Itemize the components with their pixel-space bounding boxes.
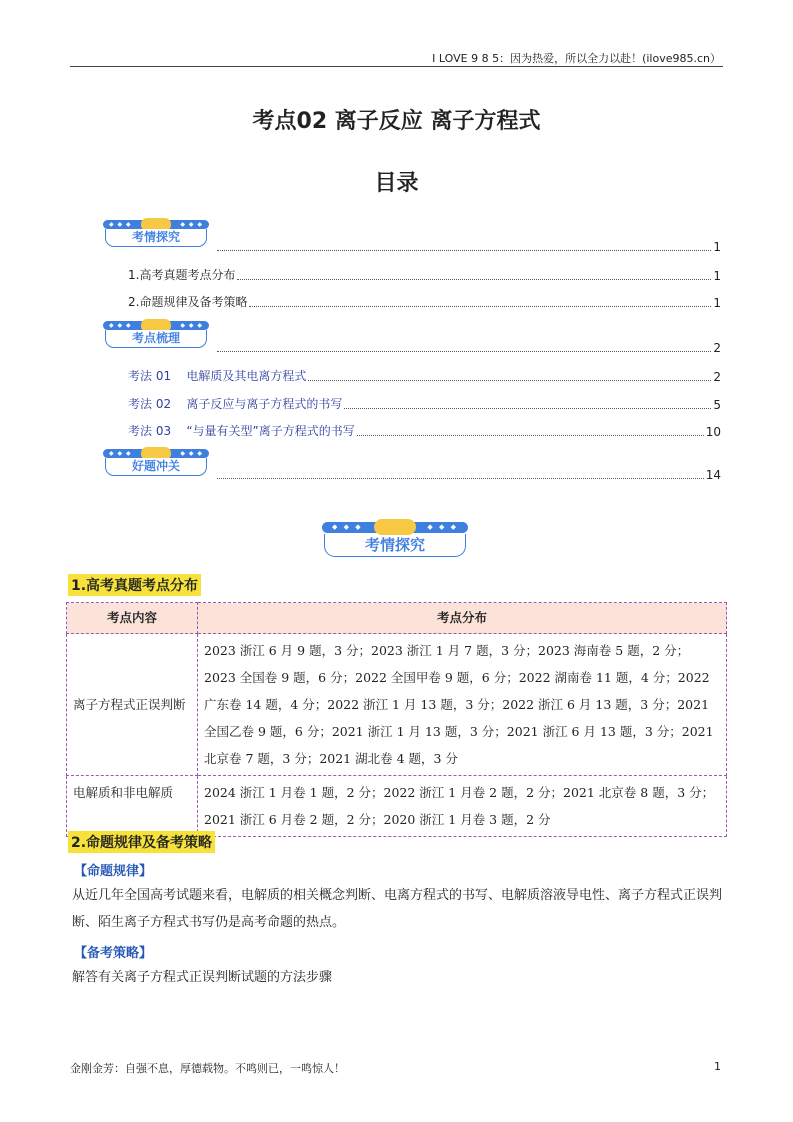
header-divider bbox=[70, 66, 723, 67]
toc-title: 目录 bbox=[374, 171, 419, 196]
dot-leader bbox=[217, 249, 711, 251]
dot-leader bbox=[344, 407, 711, 409]
badge-label: 考情探究 bbox=[105, 229, 207, 247]
toc-row-exam-analysis[interactable] bbox=[215, 240, 721, 254]
toc-item-rules-strategy[interactable] bbox=[128, 293, 721, 310]
table-row bbox=[67, 776, 727, 837]
toc-item-law-01[interactable] bbox=[128, 367, 721, 384]
toc-page-number: 1 bbox=[713, 240, 721, 254]
ornament-icon: ◆ ◆ ◆ bbox=[109, 322, 132, 329]
toc-item-label: 2.命题规律及备考策略 bbox=[128, 295, 248, 309]
section-badge-label: 考情探究 bbox=[324, 534, 466, 557]
toc-item-label: 1.高考真题考点分布 bbox=[128, 268, 236, 282]
badge-label: 好题冲关 bbox=[105, 458, 207, 476]
toc-item-label: 考法 02 离子反应与离子方程式的书写 bbox=[128, 397, 343, 411]
table-cell-distribution: 2023 浙江 6 月 9 题，3 分；2023 浙江 1 月 7 题，3 分；2023 海南卷 5 题，2 分；2023 全国卷 9 题，6 分；2022 全国甲卷 9 题，6 分；2022 湖南卷 11 题，4 分；2022 广东卷 14 题，4 分；2022 浙江 1 月 13 题，3 分；2022 浙江 6 月 13 题，3 分；2021 全国乙卷 9 题，6 分；2021 浙江 1 月 13 题，3 分；2021 浙江 6 月 13 题，3 分；2021 北京卷 7 题，3 分；2021 湖北卷 4 题，3 分 bbox=[198, 634, 727, 776]
toc-item-law-03[interactable] bbox=[128, 422, 721, 439]
badge-pill bbox=[374, 519, 416, 535]
dot-leader bbox=[249, 305, 711, 307]
table-row bbox=[67, 634, 727, 776]
table-cell-topic: 电解质和非电解质 bbox=[67, 776, 198, 837]
toc-row-practice[interactable] bbox=[215, 468, 721, 482]
footer-motto: 金刚金芳：自强不息，厚德载物。不鸣则已，一鸣惊人！ bbox=[70, 1062, 345, 1075]
toc-row-key-points[interactable] bbox=[215, 341, 721, 355]
toc-page-number: 10 bbox=[705, 425, 721, 439]
rule-label: 【命题规律】 bbox=[74, 864, 153, 879]
toc-badge-practice[interactable] bbox=[103, 447, 209, 479]
dot-leader bbox=[237, 278, 711, 280]
table-header-cell: 考点内容 bbox=[67, 603, 198, 634]
dot-leader bbox=[308, 379, 711, 381]
dot-leader bbox=[217, 477, 704, 479]
section-badge bbox=[322, 519, 468, 559]
table-cell-topic: 离子方程式正误判断 bbox=[67, 634, 198, 776]
dot-leader bbox=[357, 434, 704, 436]
section1-heading: 1.高考真题考点分布 bbox=[68, 574, 201, 596]
toc-page-number: 1 bbox=[713, 296, 721, 310]
badge-label: 考点梳理 bbox=[105, 330, 207, 348]
table-header-row bbox=[67, 603, 727, 634]
toc-badge-key-points[interactable] bbox=[103, 319, 209, 351]
page-title: 考点02 离子反应 离子方程式 bbox=[252, 109, 541, 134]
toc-page-number: 14 bbox=[705, 468, 721, 482]
header-text: I LOVE 9 8 5：因为热爱，所以全力以赴！(ilove985.cn） bbox=[432, 52, 721, 65]
ornament-icon: ◆ ◆ ◆ bbox=[427, 523, 458, 531]
ornament-icon: ◆ ◆ ◆ bbox=[180, 322, 203, 329]
toc-item-label: 考法 01 电解质及其电离方程式 bbox=[128, 369, 307, 383]
toc-badge-exam-analysis[interactable] bbox=[103, 218, 209, 250]
ornament-icon: ◆ ◆ ◆ bbox=[332, 523, 363, 531]
rule-text: 从近几年全国高考试题来看，电解质的相关概念判断、电离方程式的书写、电解质溶液导电性、离子方程式正误判断、陌生离子方程式书写仍是高考命题的热点。 bbox=[72, 888, 723, 930]
section2-heading: 2.命题规律及备考策略 bbox=[68, 831, 215, 853]
table-header-cell: 考点分布 bbox=[198, 603, 727, 634]
strategy-text: 解答有关离子方程式正误判断试题的方法步骤 bbox=[72, 970, 333, 985]
ornament-icon: ◆ ◆ ◆ bbox=[180, 450, 203, 457]
toc-item-exam-distribution[interactable] bbox=[128, 266, 721, 283]
table-cell-distribution: 2024 浙江 1 月卷 1 题，2 分；2022 浙江 1 月卷 2 题，2 分；2021 北京卷 8 题，3 分；2021 浙江 6 月卷 2 题，2 分；2020 浙江 1 月卷 3 题，2 分 bbox=[198, 776, 727, 837]
toc-item-label: 考法 03 “与量有关型”离子方程式的书写 bbox=[128, 424, 355, 438]
toc-page-number: 1 bbox=[713, 269, 721, 283]
toc-page-number: 5 bbox=[713, 398, 721, 412]
ornament-icon: ◆ ◆ ◆ bbox=[109, 221, 132, 228]
toc-page-number: 2 bbox=[713, 341, 721, 355]
footer-page-number: 1 bbox=[714, 1060, 721, 1073]
ornament-icon: ◆ ◆ ◆ bbox=[109, 450, 132, 457]
dot-leader bbox=[217, 350, 711, 352]
toc-item-law-02[interactable] bbox=[128, 395, 721, 412]
exam-distribution-table bbox=[66, 602, 727, 837]
toc-page-number: 2 bbox=[713, 370, 721, 384]
strategy-label: 【备考策略】 bbox=[74, 946, 153, 961]
ornament-icon: ◆ ◆ ◆ bbox=[180, 221, 203, 228]
